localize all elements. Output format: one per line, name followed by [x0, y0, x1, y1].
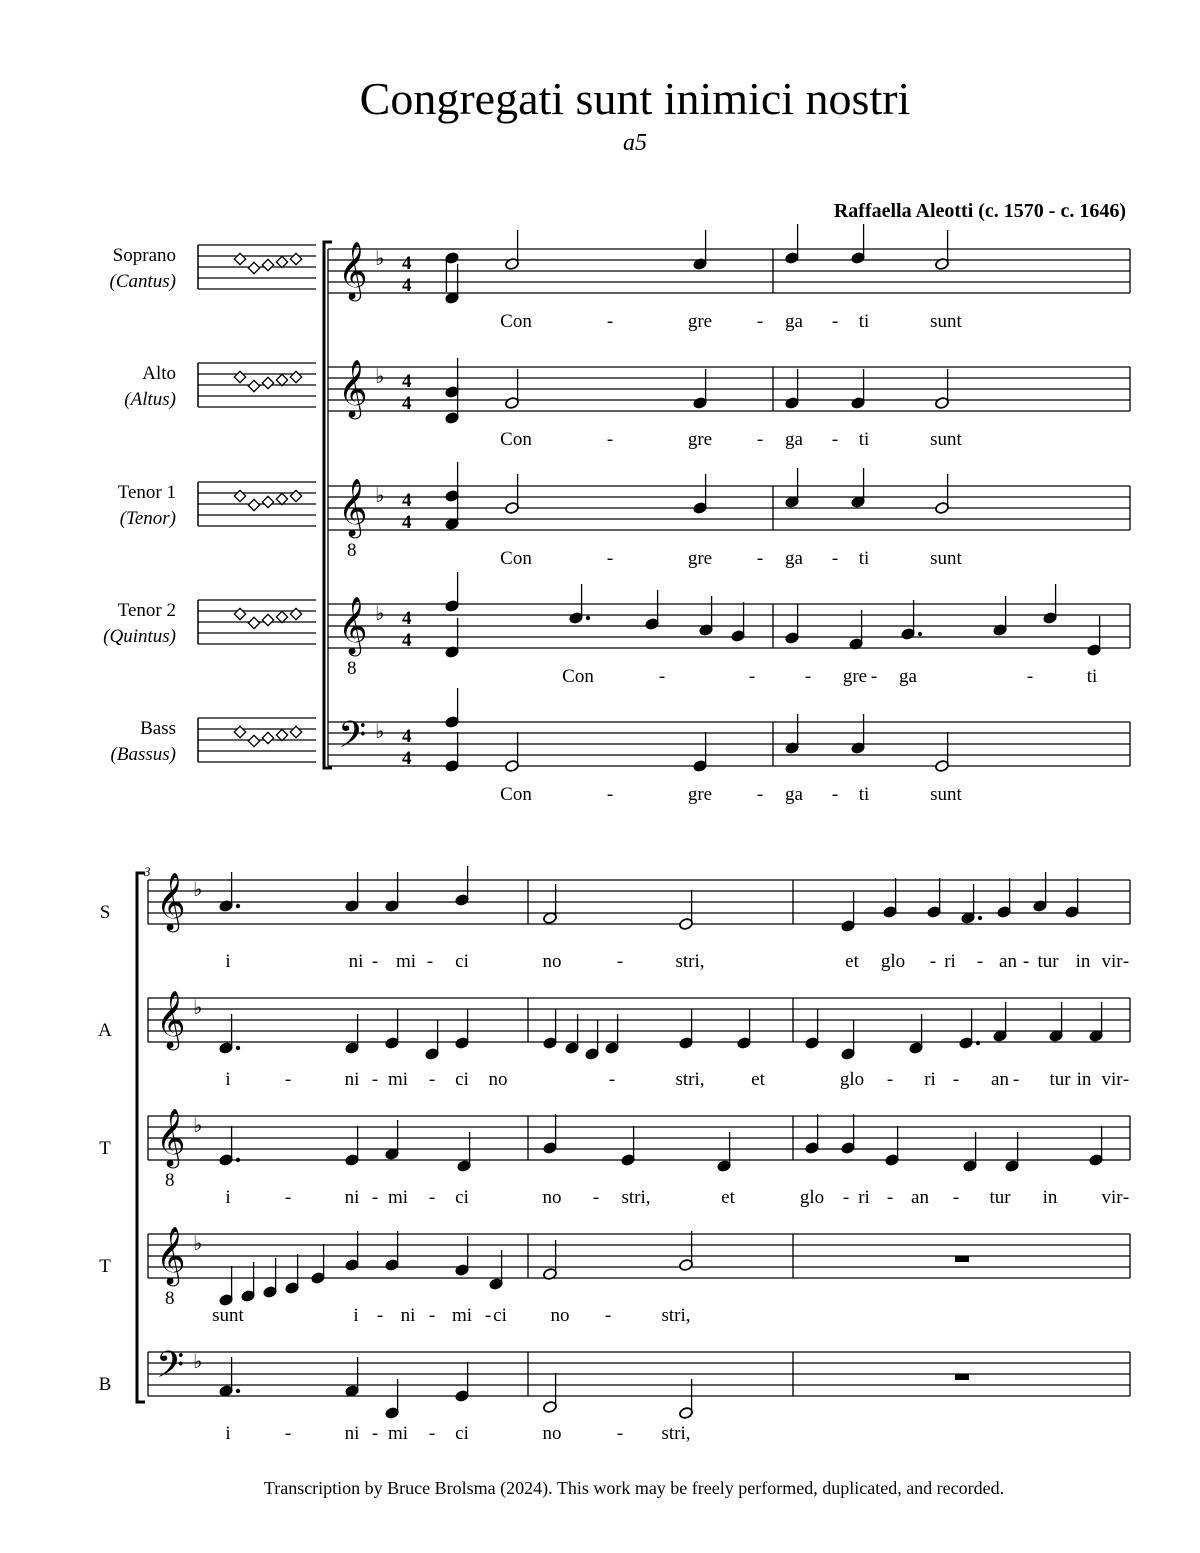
- lyric-syllable: -: [804, 666, 812, 687]
- flat-icon: ♭: [375, 364, 385, 388]
- flat-icon: ♭: [375, 601, 385, 625]
- lyric-syllable: stri,: [661, 1423, 691, 1444]
- lyric-syllable: tur: [1049, 1069, 1071, 1090]
- incipit-neume: [276, 493, 287, 504]
- flat-icon: ♭: [193, 1231, 203, 1255]
- voice-name: Alto: [142, 363, 176, 384]
- incipit-neume: [248, 380, 259, 391]
- voice-latin-name: (Tenor): [119, 508, 176, 529]
- lyric-syllable: ci: [455, 951, 469, 972]
- incipit-neume: [248, 262, 259, 273]
- lyric-syllable: sunt: [930, 548, 962, 569]
- voice-name: Tenor 1: [117, 482, 176, 503]
- lyric-syllable: gre: [687, 548, 713, 569]
- lyric-syllable: sunt: [930, 311, 962, 332]
- lyric-syllable: ga: [785, 548, 803, 569]
- lyric-syllable: -: [831, 548, 839, 569]
- voice-abbreviation: S: [99, 902, 111, 923]
- lyric-syllable: -: [616, 1423, 624, 1444]
- voice-name: Bass: [140, 718, 176, 739]
- lyric-syllable: ri: [944, 951, 956, 972]
- lyric-syllable: an: [911, 1187, 929, 1208]
- lyric-syllable: -: [1122, 1187, 1130, 1208]
- octave-eight: 8: [347, 658, 357, 679]
- lyric-syllable: i: [225, 1069, 231, 1090]
- voice-name: Soprano: [112, 245, 176, 266]
- time-sig-top: 4: [402, 253, 412, 274]
- voice-abbreviation: B: [98, 1374, 112, 1395]
- lyric-syllable: stri,: [675, 951, 705, 972]
- lyric-syllable: gre: [687, 429, 713, 450]
- lyric-syllable: -: [428, 1069, 436, 1090]
- lyric-syllable: -: [748, 666, 756, 687]
- voice-name: Tenor 2: [117, 600, 176, 621]
- lyric-syllable: -: [929, 951, 937, 972]
- lyric-syllable: -: [616, 951, 624, 972]
- treble-clef-icon: 𝄞: [338, 241, 368, 299]
- lyric-syllable: Con: [500, 429, 532, 450]
- lyric-syllable: Con: [500, 311, 532, 332]
- lyric-syllable: mi: [387, 1069, 409, 1090]
- staff-lines: [137, 242, 1130, 1402]
- lyric-syllable: no: [488, 1069, 508, 1090]
- incipit-neume: [234, 371, 245, 382]
- time-sig-bottom: 4: [402, 393, 412, 414]
- incipit-neume: [290, 371, 301, 382]
- lyric-syllable: Con: [500, 548, 532, 569]
- lyric-syllable: tur: [1037, 951, 1059, 972]
- augmentation-dot: [236, 904, 240, 908]
- lyric-syllable: vir: [1101, 1069, 1123, 1090]
- transcription-footer: Transcription by Bruce Brolsma (2024). This work may be freely performed, duplicated, and recorded.: [263, 1478, 1005, 1498]
- lyric-syllable: gre: [687, 311, 713, 332]
- flat-icon: ♭: [193, 877, 203, 901]
- lyric-syllable: -: [428, 1423, 436, 1444]
- lyric-syllable: no: [550, 1305, 570, 1326]
- lyric-syllable: -: [284, 1423, 292, 1444]
- lyric-syllable: -: [426, 951, 434, 972]
- lyric-syllable: -: [606, 429, 614, 450]
- lyric-syllable: et: [751, 1069, 765, 1090]
- lyric-syllable: an: [999, 951, 1017, 972]
- voice-abbreviation: T: [99, 1256, 111, 1277]
- incipit-neume: [234, 608, 245, 619]
- incipit-neume: [248, 617, 259, 628]
- treble-clef-icon: 𝄞: [338, 596, 368, 654]
- lyric-syllable: ni: [344, 1423, 360, 1444]
- lyric-syllable: -: [886, 1069, 894, 1090]
- lyric-syllable: -: [886, 1187, 894, 1208]
- lyric-syllable: no: [542, 1423, 562, 1444]
- bass-clef-icon: 𝄢: [338, 714, 367, 765]
- time-sig-bottom: 4: [402, 630, 412, 651]
- lyric-syllable: i: [225, 951, 231, 972]
- time-sig-bottom: 4: [402, 275, 412, 296]
- lyric-syllable: -: [284, 1069, 292, 1090]
- lyric-syllable: mi: [387, 1423, 409, 1444]
- flat-icon: ♭: [193, 1113, 203, 1137]
- flat-icon: ♭: [375, 483, 385, 507]
- lyric-syllable: i: [353, 1305, 359, 1326]
- lyric-syllable: ti: [858, 784, 870, 805]
- measure-number: 3: [144, 864, 151, 879]
- score-subtitle: a5: [623, 130, 647, 156]
- system-bracket: [137, 873, 145, 1402]
- bass-clef-icon: 𝄢: [156, 1344, 185, 1395]
- incipit-neume: [262, 732, 273, 743]
- lyric-syllable: ti: [858, 429, 870, 450]
- time-sig-bottom: 4: [402, 512, 412, 533]
- lyric-syllable: -: [371, 951, 379, 972]
- lyric-syllable: sunt: [930, 429, 962, 450]
- lyric-syllable: -: [371, 1069, 379, 1090]
- flat-icon: ♭: [375, 719, 385, 743]
- incipit-neume: [234, 253, 245, 264]
- lyric-syllable: ci: [493, 1305, 507, 1326]
- lyric-syllable: -: [604, 1305, 612, 1326]
- lyric-syllable: -: [371, 1423, 379, 1444]
- lyric-syllable: -: [1122, 1069, 1130, 1090]
- lyric-syllable: -: [756, 311, 764, 332]
- lyric-syllable: ga: [785, 784, 803, 805]
- time-sig-top: 4: [402, 726, 412, 747]
- lyric-syllable: -: [756, 429, 764, 450]
- lyric-syllable: -: [952, 1069, 960, 1090]
- voice-latin-name: (Altus): [124, 389, 176, 410]
- lyric-syllable: -: [831, 311, 839, 332]
- lyric-syllable: -: [952, 1187, 960, 1208]
- lyric-syllable: ri: [924, 1069, 936, 1090]
- time-sig-bottom: 4: [402, 748, 412, 769]
- lyric-syllable: ci: [455, 1069, 469, 1090]
- lyric-syllable: vir: [1101, 951, 1123, 972]
- treble-clef-icon: 𝄞: [338, 359, 368, 417]
- lyric-syllable: ci: [455, 1423, 469, 1444]
- augmentation-dot: [236, 1158, 240, 1162]
- lyric-syllable: sunt: [212, 1305, 244, 1326]
- augmentation-dot: [978, 916, 982, 920]
- incipit-neume: [262, 614, 273, 625]
- incipit-neume: [276, 729, 287, 740]
- lyric-syllable: stri,: [621, 1187, 651, 1208]
- incipit-neume: [262, 496, 273, 507]
- composer-credit: Raffaella Aleotti (c. 1570 - c. 1646): [833, 200, 1126, 222]
- lyric-syllable: -: [1022, 951, 1030, 972]
- lyric-syllable: sunt: [930, 784, 962, 805]
- lyric-syllable: ga: [899, 666, 917, 687]
- lyric-syllable: -: [658, 666, 666, 687]
- voice-latin-name: (Quintus): [103, 626, 176, 647]
- treble-clef-icon: 𝄞: [156, 872, 186, 930]
- lyric-syllable: -: [842, 1187, 850, 1208]
- incipit-neume: [290, 490, 301, 501]
- lyric-syllable: -: [376, 1305, 384, 1326]
- lyric-syllable: -: [870, 666, 878, 687]
- incipit-neume: [276, 256, 287, 267]
- incipit-neume: [262, 377, 273, 388]
- augmentation-dot: [918, 632, 922, 636]
- augmentation-dot: [236, 1389, 240, 1393]
- lyric-syllable: -: [371, 1187, 379, 1208]
- score-title: Congregati sunt inimici nostri: [359, 73, 911, 124]
- voice-latin-name: (Bassus): [110, 744, 176, 765]
- lyric-syllable: no: [542, 951, 562, 972]
- incipit-neume: [234, 490, 245, 501]
- treble-clef-icon: 𝄞: [156, 1226, 186, 1284]
- lyric-syllable: an: [991, 1069, 1009, 1090]
- lyric-syllable: i: [225, 1187, 231, 1208]
- lyric-syllable: -: [608, 1069, 616, 1090]
- lyric-syllable: -: [428, 1305, 436, 1326]
- lyric-syllable: -: [428, 1187, 436, 1208]
- octave-eight: 8: [347, 540, 357, 561]
- lyric-syllable: stri,: [661, 1305, 691, 1326]
- lyric-syllable: mi: [451, 1305, 473, 1326]
- flat-icon: ♭: [193, 1349, 203, 1373]
- voice-abbreviation: T: [99, 1138, 111, 1159]
- incipit-neume: [290, 726, 301, 737]
- lyric-syllable: ni: [344, 1069, 360, 1090]
- treble-clef-icon: 𝄞: [156, 990, 186, 1048]
- lyric-syllable: -: [606, 311, 614, 332]
- treble-clef-icon: 𝄞: [156, 1108, 186, 1166]
- lyric-syllable: -: [831, 429, 839, 450]
- voice-abbreviation: A: [98, 1020, 112, 1041]
- lyric-syllable: ni: [348, 951, 364, 972]
- lyric-syllable: -: [606, 784, 614, 805]
- score-text: [98, 241, 1129, 1444]
- incipit-neume: [234, 726, 245, 737]
- lyric-syllable: in: [1042, 1187, 1058, 1208]
- lyric-syllable: ti: [1086, 666, 1098, 687]
- lyric-syllable: mi: [395, 951, 417, 972]
- whole-rest-icon: [955, 1374, 969, 1380]
- lyric-syllable: in: [1076, 1069, 1092, 1090]
- incipit-neume: [248, 735, 259, 746]
- incipit-neume: [262, 259, 273, 270]
- incipit-neume: [248, 499, 259, 510]
- whole-rest-icon: [955, 1256, 969, 1262]
- lyric-syllable: -: [606, 548, 614, 569]
- time-sig-top: 4: [402, 371, 412, 392]
- lyric-syllable: -: [756, 548, 764, 569]
- flat-icon: ♭: [375, 246, 385, 270]
- lyric-syllable: i: [225, 1423, 231, 1444]
- augmentation-dot: [586, 616, 590, 620]
- time-sig-top: 4: [402, 490, 412, 511]
- lyric-syllable: no: [542, 1187, 562, 1208]
- treble-clef-icon: 𝄞: [338, 478, 368, 536]
- lyric-syllable: vir: [1101, 1187, 1123, 1208]
- lyric-syllable: ti: [858, 311, 870, 332]
- incipit-neume: [276, 374, 287, 385]
- octave-eight: 8: [165, 1288, 175, 1309]
- lyric-syllable: -: [1026, 666, 1034, 687]
- augmentation-dot: [236, 1046, 240, 1050]
- lyric-syllable: ni: [344, 1187, 360, 1208]
- lyric-syllable: ga: [785, 429, 803, 450]
- lyric-syllable: glo: [799, 1187, 825, 1208]
- lyric-syllable: -: [1012, 1069, 1020, 1090]
- lyric-syllable: glo: [839, 1069, 865, 1090]
- incipit-neume: [290, 608, 301, 619]
- incipit-neume: [276, 611, 287, 622]
- lyric-syllable: ni: [400, 1305, 416, 1326]
- lyric-syllable: Con: [562, 666, 594, 687]
- augmentation-dot: [976, 1041, 980, 1045]
- incipit-neume: [290, 253, 301, 264]
- time-sig-top: 4: [402, 608, 412, 629]
- lyric-syllable: -: [592, 1187, 600, 1208]
- octave-eight: 8: [165, 1170, 175, 1191]
- lyric-syllable: -: [831, 784, 839, 805]
- lyric-syllable: gre: [687, 784, 713, 805]
- lyric-syllable: -: [976, 951, 984, 972]
- lyric-syllable: tur: [989, 1187, 1011, 1208]
- lyric-syllable: -: [1122, 951, 1130, 972]
- lyric-syllable: ri: [858, 1187, 870, 1208]
- lyric-syllable: ga: [785, 311, 803, 332]
- lyric-syllable: -: [756, 784, 764, 805]
- flat-icon: ♭: [193, 995, 203, 1019]
- lyric-syllable: ci: [455, 1187, 469, 1208]
- lyric-syllable: gre: [842, 666, 868, 687]
- lyric-syllable: mi: [387, 1187, 409, 1208]
- lyric-syllable: -: [284, 1187, 292, 1208]
- lyric-syllable: glo: [880, 951, 906, 972]
- lyric-syllable: et: [721, 1187, 735, 1208]
- lyric-syllable: et: [845, 951, 859, 972]
- voice-latin-name: (Cantus): [109, 271, 176, 292]
- lyric-syllable: -: [484, 1305, 492, 1326]
- lyric-syllable: stri,: [675, 1069, 705, 1090]
- lyric-syllable: ti: [858, 548, 870, 569]
- lyric-syllable: in: [1075, 951, 1091, 972]
- lyric-syllable: Con: [500, 784, 532, 805]
